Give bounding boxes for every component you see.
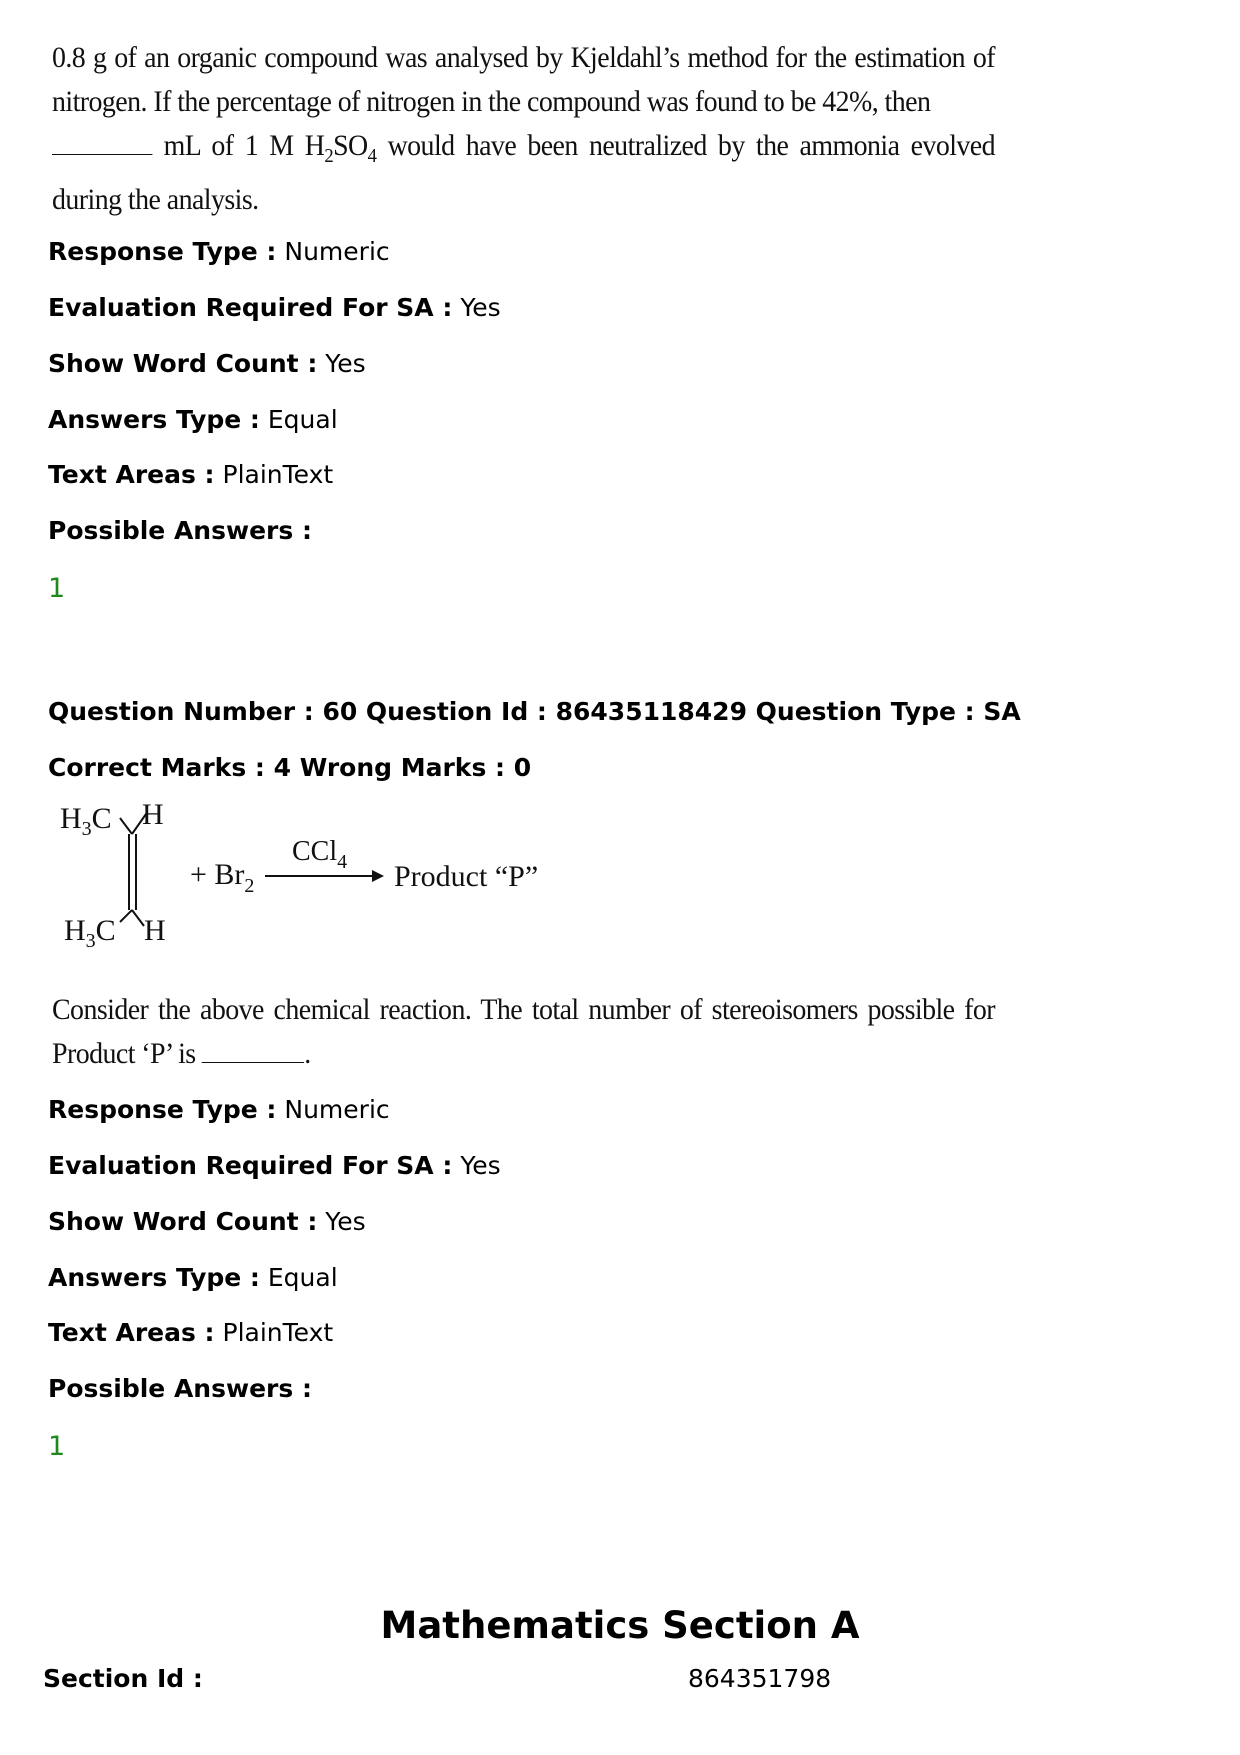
q60-text-areas: Text Areas : PlainText [48, 1318, 334, 1347]
bond-bottom-right [132, 910, 144, 926]
bond-bottom-left [120, 910, 132, 922]
q60-show-word-count: Show Word Count : Yes [48, 1207, 366, 1236]
q59-answers-type: Answers Type : Equal [48, 405, 338, 434]
subscript-4: 4 [367, 145, 377, 167]
product-label: Product “P” [394, 860, 539, 893]
bond-top-left [120, 818, 132, 834]
q59-stem-so: SO [333, 129, 368, 162]
q59-possible-answer: 1 [48, 573, 66, 604]
question-60-stem [52, 988, 995, 1076]
q60-marks: Correct Marks : 4 Wrong Marks : 0 [48, 753, 532, 782]
q59-stem-part-b: mL of 1 M H [163, 129, 325, 162]
top-h-label: H [142, 798, 164, 831]
reaction-scheme [50, 790, 570, 950]
q60-response-type: Response Type : Numeric [48, 1095, 390, 1124]
q59-possible-answers-label: Possible Answers : [48, 516, 312, 545]
q60-stem-text: Consider the above chemical reaction. The total number of stereoisomers possible for Product ‘P’ is [52, 993, 996, 1070]
q59-response-type: Response Type : Numeric [48, 237, 390, 266]
q59-stem-part-a: 0.8 g of an organic compound was analysed by Kjeldahl’s method for the estimation of nitrogen. If the percentage of nitrogen in the compound was found to be 42%, then [52, 41, 996, 118]
bromine-reagent: + $Br_2$ [190, 858, 255, 897]
bottom-ch3-label: $H_3C$ [64, 914, 116, 950]
top-ch3-label: $H_3C$ [60, 802, 112, 840]
section-title: Mathematics Section A [380, 1604, 860, 1647]
q60-evaluation-required: Evaluation Required For SA : Yes [48, 1151, 501, 1180]
answer-blank [202, 1038, 304, 1063]
answer-blank [52, 130, 152, 155]
q60-possible-answers-label: Possible Answers : [48, 1374, 312, 1403]
section-id-value: 864351798 [688, 1664, 832, 1693]
section-id-label: Section Id : [43, 1664, 203, 1693]
reaction-arrow-head [372, 870, 384, 882]
q60-header: Question Number : 60 Question Id : 86435118429 Question Type : SA [48, 697, 1021, 726]
question-59-stem [52, 36, 995, 222]
q59-show-word-count: Show Word Count : Yes [48, 349, 366, 378]
subscript-2: 2 [324, 145, 334, 167]
q60-possible-answer: 1 [48, 1431, 66, 1462]
q60-answers-type: Answers Type : Equal [48, 1263, 338, 1292]
q60-stem-end: . [304, 1037, 311, 1070]
q59-evaluation-required: Evaluation Required For SA : Yes [48, 293, 501, 322]
q59-text-areas: Text Areas : PlainText [48, 460, 334, 489]
bottom-h-label: H [144, 914, 166, 947]
solvent-label: CCl$_4$ [292, 836, 348, 873]
q59-stem-part-c: would have been neutralized by the ammonia evolved during the analysis. [52, 129, 996, 216]
